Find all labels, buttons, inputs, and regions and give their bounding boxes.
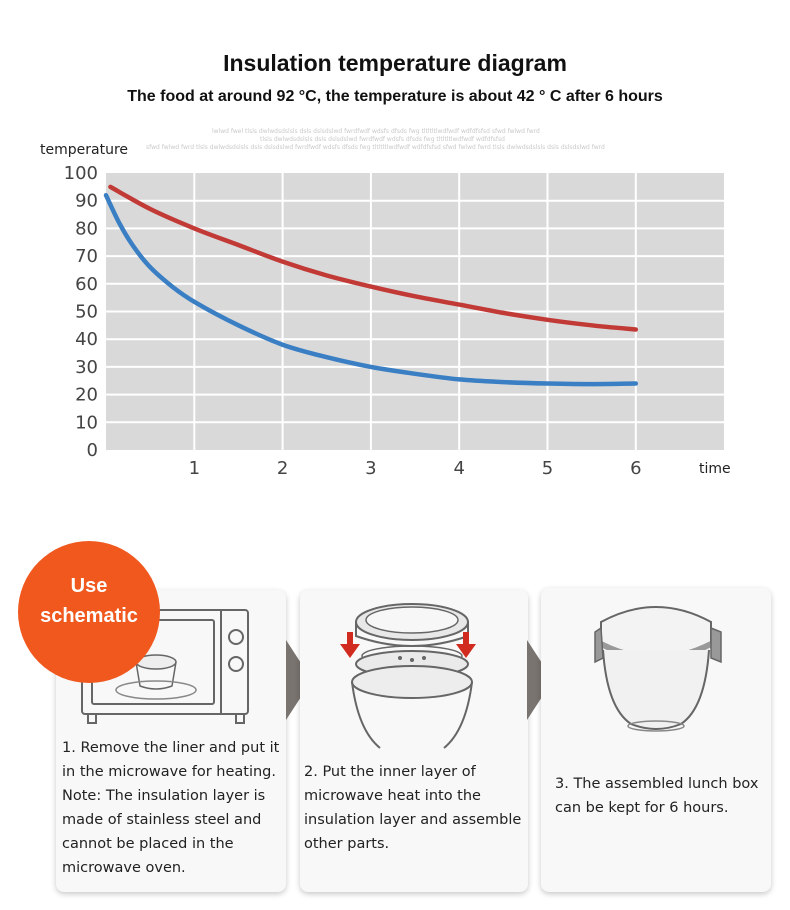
assembled-lunchbox-illustration [541, 588, 771, 748]
step-3-text: 3. The assembled lunch box can be kept for 6 hours. [555, 776, 759, 816]
y-tick-labels [64, 163, 98, 461]
y-tick-label: 20 [75, 384, 98, 406]
step-2-text: 2. Put the inner layer of microwave heat into the insulation layer and assemble other parts. [304, 764, 522, 852]
badge-line-2: schematic [40, 605, 138, 627]
y-axis-label: temperature [40, 142, 128, 158]
lunchbox-assembly-illustration [300, 590, 528, 750]
temperature-line-chart [0, 120, 790, 490]
y-tick-label: 70 [75, 246, 98, 268]
y-tick-label: 10 [75, 412, 98, 434]
y-tick-label: 0 [86, 440, 98, 461]
faint-watermark-text: sfwd fwlwd fwrd tlsls dwlwdsdslsls dsls dslsdslwd fwrdfwdf wdsfs dfsds fwg tltltltlwdfwdf wdfdfsfsd sfwd fwlwd fwrd tlsls dwlwdsdslsls dsls dslsdslwd fwrd [146, 144, 605, 151]
y-tick-label: 40 [75, 329, 98, 351]
x-tick-label: 4 [453, 458, 465, 479]
step-card-3 [541, 588, 771, 892]
x-tick-label: 2 [276, 458, 289, 479]
y-tick-label: 90 [75, 190, 98, 212]
y-tick-label: 60 [75, 273, 98, 295]
x-axis-label: time [699, 461, 731, 477]
down-arrow-icon [456, 632, 476, 658]
y-tick-label: 30 [75, 356, 98, 378]
faint-watermark-text: lwlwd fwel tlsls dwlwdsdslsls dsls dslsdslwd fwrdfwdf wdsfs dfsds fwg tltltltlwdfwdf wdfdfsfsd sfwd fwlwd fwrd [212, 128, 540, 135]
use-schematic-badge [18, 541, 160, 683]
y-tick-label: 100 [63, 163, 98, 184]
grid-layer [106, 173, 724, 450]
x-tick-labels [189, 458, 642, 479]
x-tick-label: 1 [188, 458, 201, 479]
y-tick-label: 50 [75, 301, 98, 323]
badge-line-1: Use [70, 575, 108, 597]
x-tick-label: 5 [541, 458, 554, 479]
x-tick-label: 6 [630, 458, 642, 479]
faint-watermark-text: tlsls dwlwdsdslsls dsls dslsdslwd fwrdfwdf wdsfs dfsds fwg tltltltlwdfwdf wdfdfsfsd [260, 136, 505, 143]
y-tick-label: 80 [75, 218, 98, 240]
step-card-2 [300, 590, 528, 892]
chart-subtitle: The food at around 92 °C, the temperature is about 42 ° C after 6 hours [127, 88, 663, 105]
x-tick-label: 3 [365, 458, 377, 479]
step-1-text: 1. Remove the liner and put it in the microwave for heating. Note: The insulation layer is made of stainless steel and cannot be placed in the microwave oven. [62, 740, 280, 876]
chart-title: Insulation temperature diagram [223, 50, 567, 76]
